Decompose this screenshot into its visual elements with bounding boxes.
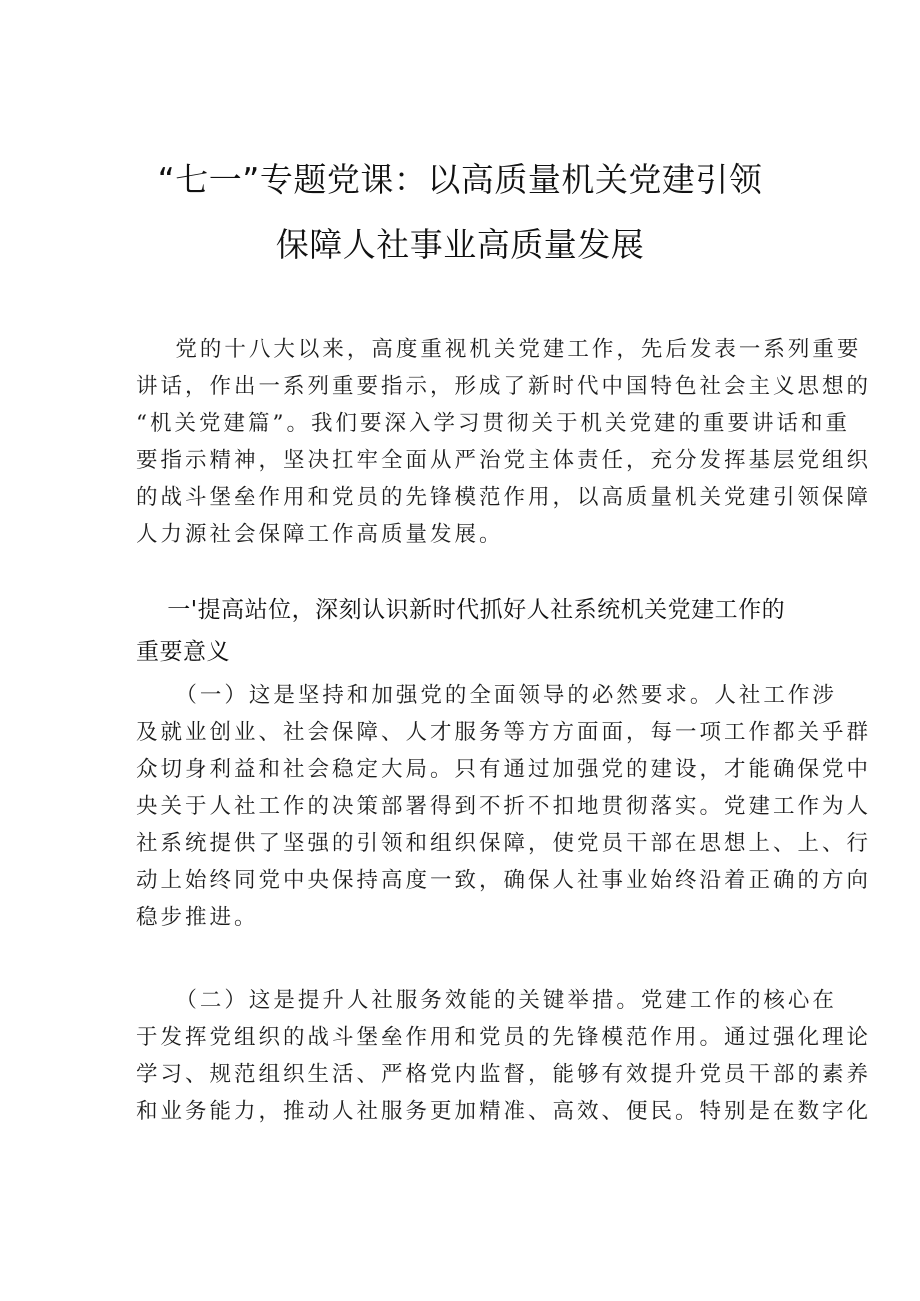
point-2-paragraph <box>136 982 872 1130</box>
intro-paragraph <box>136 331 872 553</box>
intro-line: 的战斗堡垒作用和党员的先锋模范作用，以高质量机关党建引领保障 <box>136 485 872 510</box>
point-1-line: 动上始终同党中央保持高度一致，确保人社事业始终沿着正确的方向 <box>136 868 872 893</box>
point-1-line: 社系统提供了坚强的引领和组织保障，使党员干部在思想上、上、行 <box>136 831 872 856</box>
intro-line: 要指示精神，坚决扛牢全面从严治党主体责任，充分发挥基层党组织 <box>136 448 872 473</box>
point-2-line: 学习、规范组织生活、严格党内监督，能够有效提升党员干部的素养 <box>136 1062 872 1087</box>
section-1-heading <box>136 589 796 673</box>
intro-line: 人力源社会保障工作高质量发展。 <box>136 522 504 547</box>
section-heading-line: 一'提高站位，深刻认识新时代抓好人社系统机关党建工作的 <box>136 597 786 623</box>
document-title-line-2: 保障人社事业高质量发展 <box>275 225 645 264</box>
section-heading-line: 重要意义 <box>136 639 230 665</box>
point-1-line: （一）这是坚持和加强党的全面领导的必然要求。人社工作涉 <box>136 683 837 708</box>
intro-line: “机关党建篇”。我们要深入学习贯彻关于机关党建的重要讲话和重 <box>136 411 850 436</box>
point-1-paragraph <box>136 677 872 936</box>
intro-line: 讲话，作出一系列重要指示，形成了新时代中国特色社会主义思想的 <box>136 374 872 399</box>
point-2-line: 和业务能力，推动人社服务更加精准、高效、便民。特别是在数字化 <box>136 1099 872 1124</box>
point-2-line: （二）这是提升人社服务效能的关键举措。党建工作的核心在 <box>136 988 837 1013</box>
point-1-line: 众切身利益和社会稳定大局。只有通过加强党的建设，才能确保党中 <box>136 757 872 782</box>
point-1-line: 央关于人社工作的决策部署得到不折不扣地贯彻落实。党建工作为人 <box>136 794 872 819</box>
point-1-line: 及就业创业、社会保障、人才服务等方方面面，每一项工作都关乎群 <box>136 720 872 745</box>
intro-line: 党的十八大以来，高度重视机关党建工作，先后发表一系列重要 <box>136 337 862 362</box>
point-1-line: 稳步推进。 <box>136 905 259 930</box>
point-2-line: 于发挥党组织的战斗堡垒作用和党员的先锋模范作用。通过强化理论 <box>136 1025 872 1050</box>
document-title-line-1: “七一”专题党课：以高质量机关党建引领 <box>157 160 763 199</box>
